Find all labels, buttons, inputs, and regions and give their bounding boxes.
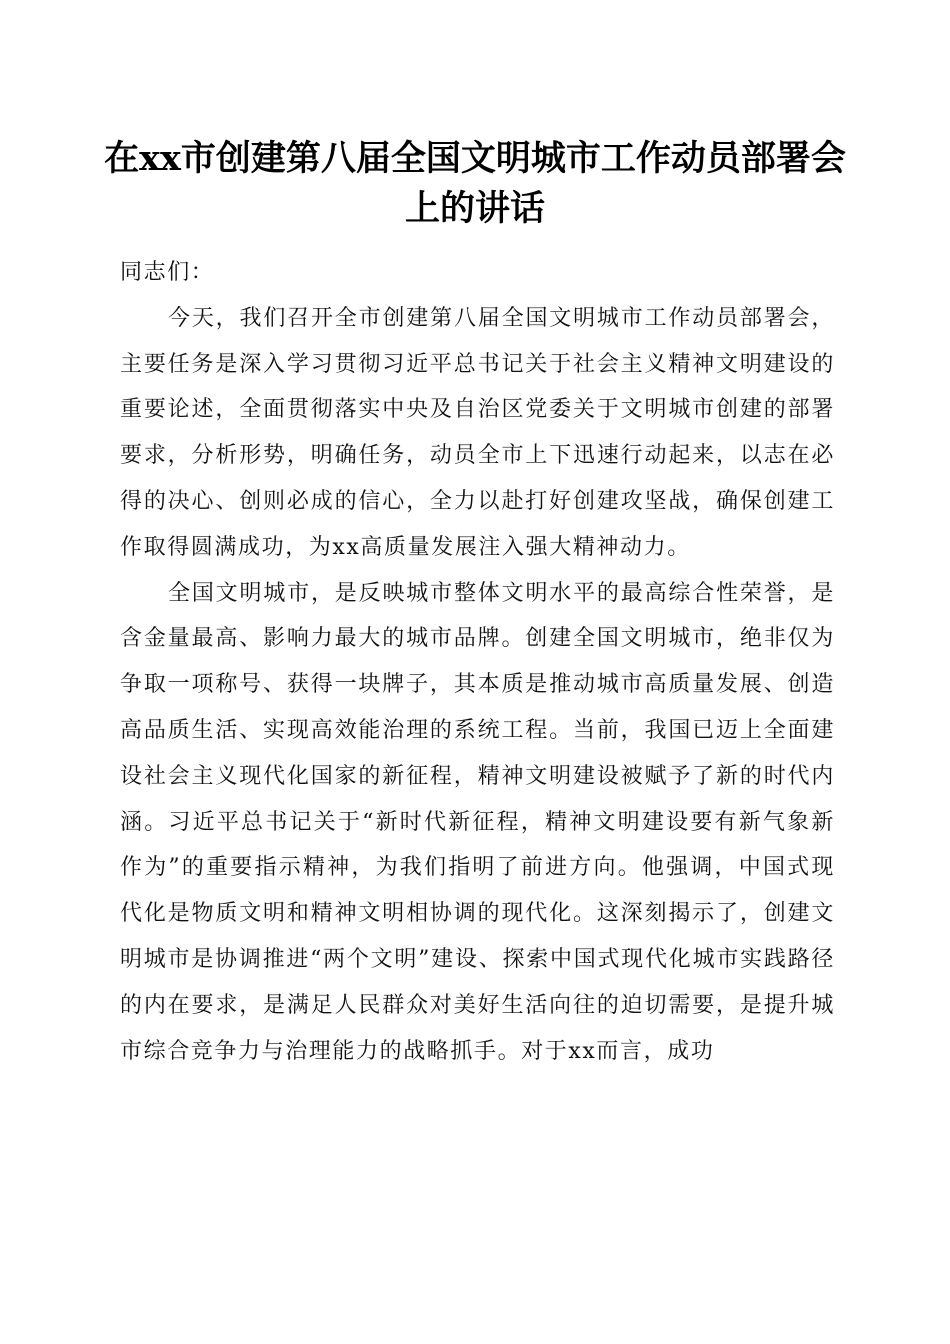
paragraph-1: 今天，我们召开全市创建第八届全国文明城市工作动员部署会，主要任务是深入学习贯彻习近平总书记关于社会主义精神文明建设的重要论述，全面贯彻落实中央及自治区党委关于文明城市创建的部署要求，分析形势，明确任务，动员全市上下迅速行动起来，以志在必得的决心、创则必成的信心，全力以赴打好创建攻坚战，确保创建工作取得圆满成功，为xx高质量发展注入强大精神动力。 <box>120 305 835 560</box>
document-title: 在xx市创建第八届全国文明城市工作动员部署会上的讲话 <box>104 138 846 229</box>
paragraph-2: 全国文明城市，是反映城市整体文明水平的最高综合性荣誉，是含金量最高、影响力最大的城市品牌。创建全国文明城市，绝非仅为争取一项称号、获得一块牌子，其本质是推动城市高质量发展、创造高品质生活、实现高效能治理的系统工程。当前，我国已迈上全面建设社会主义现代化国家的新征程，精神文明建设被赋予了新的时代内涵。习近平总书记关于“新时代新征程，精神文明建设要有新气象新作为”的重要指示精神，为我们指明了前进方向。他强调，中国式现代化是物质文明和精神文明相协调的现代化。这深刻揭示了，创建文明城市是协调推进“两个文明”建设、探索中国式现代化城市实践路径的内在要求，是满足人民群众对美好生活向往的迫切需要，是提升城市综合竞争力与治理能力的战略抓手。对于xx而言，成功 <box>120 580 835 1064</box>
salutation: 同志们： <box>120 260 215 285</box>
document-body <box>120 250 835 1074</box>
